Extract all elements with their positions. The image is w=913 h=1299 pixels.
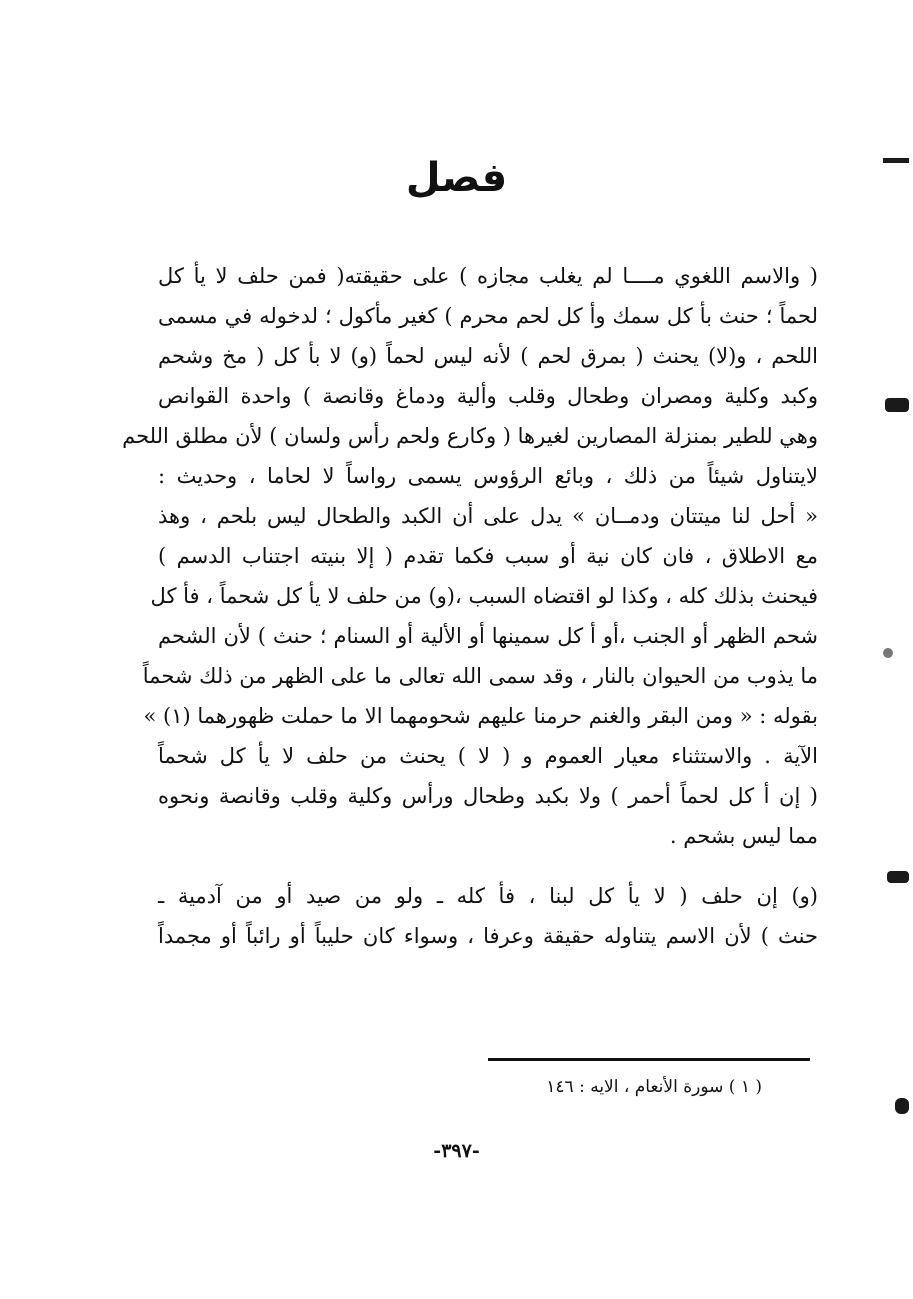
margin-mark (885, 398, 909, 412)
page-number: -٣٩٧- (433, 1140, 480, 1162)
text-line: الآية . والاستثناء معيار العموم و ( لا ) يحنث من حلف لا يأ كل شحماً (158, 744, 818, 768)
text-line: مما ليس بشحم . (669, 824, 818, 848)
footnote-divider (488, 1058, 810, 1061)
text-line: ( والاسم اللغوي مــــا لم يغلب مجازه ) على حقيقته( فمن حلف لا يأ كل (158, 264, 818, 288)
text-line: (و) إن حلف ( لا يأ كل لبنا ، فأ كله ـ ولو من صيد أو من آدمية ـ (158, 884, 818, 908)
text-line: بقوله : « ومن البقر والغنم حرمنا عليهم شحومهما الا ما حملت ظهورهما (١) » (143, 704, 818, 728)
text-line: مع الاطلاق ، فان كان نية أو سبب فكما تقدم ( إلا بنيته اجتناب الدسم ) (158, 544, 818, 568)
main-text (122, 256, 818, 956)
text-line: لحماً ؛ حنث بأ كل سمك وأ كل لحم محرم ) كغير مأكول ؛ لدخوله في مسمى (158, 304, 818, 328)
section-title: فصل (405, 155, 508, 201)
paragraph (122, 256, 818, 856)
margin-mark (887, 871, 909, 883)
text-line: حنث ) لأن الاسم يتناوله حقيقة وعرفا ، وسواء كان حليباً أو رائباً أو مجمداً (158, 924, 818, 948)
margin-mark (883, 158, 909, 163)
scan-speck (883, 648, 893, 658)
text-line: « أحل لنا ميتتان ودمــان » يدل على أن الكبد والطحال ليس بلحم ، وهذ (158, 504, 818, 528)
text-line: اللحم ، و(لا) يحنث ( بمرق لحم ) لأنه ليس لحماً (و) لا بأ كل ( مخ وشحم (158, 344, 818, 368)
text-line: ما يذوب من الحيوان بالنار ، وقد سمى الله تعالى ما على الظهر من ذلك شحماً (142, 664, 818, 688)
margin-mark (895, 1098, 909, 1114)
paragraph-gap (158, 856, 818, 876)
paragraph (158, 876, 818, 956)
text-line: وكبد وكلية ومصران وطحال وقلب وألية ودماغ وقانصة ) واحدة القوانص (158, 384, 818, 408)
text-line: لايتناول شيئاً من ذلك ، وبائع الرؤوس يسمى رواساً لا لحاما ، وحديث : (158, 464, 818, 488)
footnote: ( ١ ) سورة الأنعام ، الايه : ١٤٦ (546, 1077, 762, 1097)
text-line: شحم الظهر أو الجنب ،أو أ كل سمينها أو الألية أو السنام ؛ حنث ) لأن الشحم (158, 624, 818, 648)
text-line: وهي للطير بمنزلة المصارين لغيرها ( وكارع ولحم رأس ولسان ) لأن مطلق اللحم (122, 424, 818, 448)
text-line: فيحنث بذلك كله ، وكذا لو اقتضاه السبب ،(و) من حلف لا يأ كل شحماً ، فأ كل (150, 584, 818, 608)
text-line: ( إن أ كل لحماً أحمر ) ولا بكبد وطحال ورأس وكلية وقلب وقانصة ونحوه (158, 784, 818, 808)
